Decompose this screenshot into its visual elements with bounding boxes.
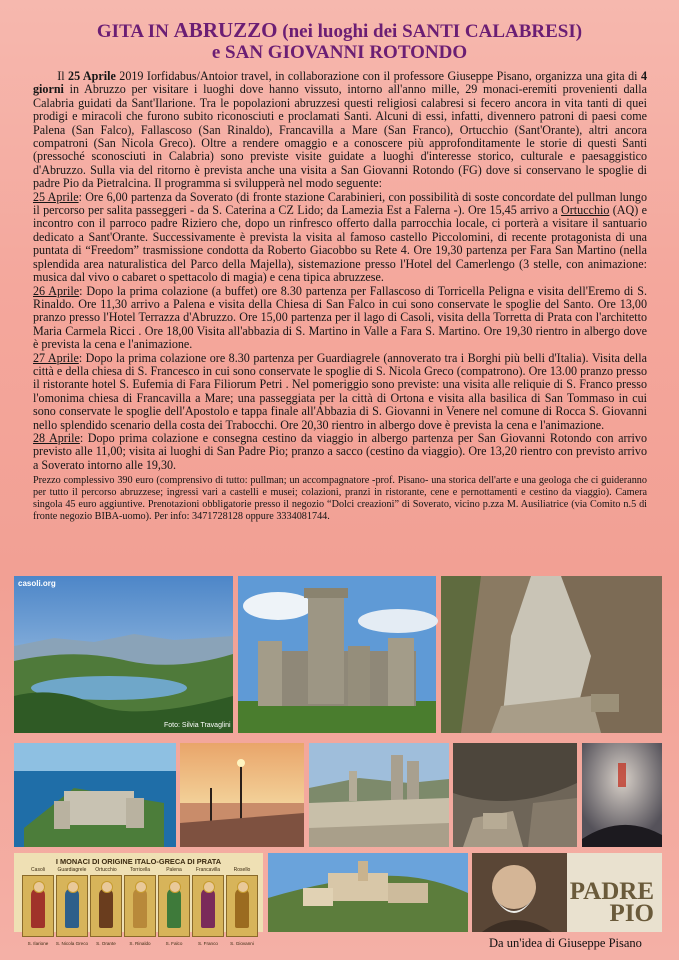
saint-figure-icon	[201, 888, 215, 928]
monks-panel	[14, 853, 263, 946]
monk-saint-name: S. Giovanni	[230, 941, 254, 946]
day-4-date: 28 Aprile	[33, 430, 80, 445]
halo-icon	[33, 881, 45, 893]
photo-hermitage-cave	[453, 743, 577, 847]
day-1-date: 25 Aprile	[33, 189, 79, 204]
day-2-date: 26 Aprile	[33, 283, 80, 298]
day-3: 27 Aprile: Dopo la prima colazione ore 8.30 partenza per Guardiagrele (annoverato tra i Borghi più belli d'Italia). Visita della città e della chiesa di S. Francesco in cui sono conservate le spoglie di S. Nicola Greco (compatrono). Ore 13.00 pranzo presso il ristorante hotel S. Eufemia di Fara Filiorum Petri . Nel pomeriggio sono previste: una visita alle reliquie di S. Franco presso l'omonima chiesa di Francavilla a Mare; una passeggiata per la città di Ortona e visita alla basilica di San Tommaso in cui sono conservate le spoglie dell'Apostolo e tappa finale all'Abbazia di S. Giovanni in Venere nel comune di Rocca S. Giovanni nello splendido scenario della costa dei Trabocchi. Ore 20,30 rientro in albergo dove è prevista la cena e l'animazione.	[33, 350, 647, 432]
title-line-2: e SAN GIOVANNI ROTONDO	[211, 42, 468, 63]
photo-padre-pio	[472, 853, 662, 932]
monk-saint-name: S. Rinaldo	[129, 941, 151, 946]
monk-place: Guardiagrele	[57, 867, 87, 873]
halo-icon	[67, 881, 79, 893]
photo-apparition	[582, 743, 662, 847]
day-2: 26 Aprile: Dopo la prima colazione (a buffet) ore 8.30 partenza per Fallascoso di Torricella Peligna e visita dell'Eremo di S. Rinaldo. Ore 11,30 arrivo a Palena e visita della Chiesa di San Falco in cui sono conservate le spoglie del Santo. Ore 13,00 pranzo presso l'Hotel Terrazza d'Abruzzo. Ore 15,00 partenza per il lago di Casoli, visita della Torretta di Prata con l'architetto Maria Carmela Ricci . Ore 18,00 Visita all'abbazia di S. Martino in Valle a Fara S. Martino. Ore 19,30 rientro in albergo dove è prevista la cena e l'animazione.	[33, 283, 647, 352]
footer-credit: Da un'idea di Giuseppe Pisano	[489, 936, 642, 950]
day-4: 28 Aprile: Dopo prima colazione e consegna cestino da viaggio in albergo partenza per San Giovanni Rotondo con arrivo previsto alle 11,00; visita ai luoghi di San Padre Pio; pranzo a sacco (cestino da viaggio). Ore 13,20 rientro con previsto arrivo a Soverato intorno alle 19,30.	[33, 430, 647, 472]
monk-saint-name: S. Falco	[165, 941, 183, 946]
monk-card	[226, 867, 258, 946]
photo-gorge	[441, 576, 662, 733]
photo-sunset-promenade	[180, 743, 304, 847]
monk-card	[55, 867, 89, 946]
intro-paragraph: Il 25 Aprile 2019 Iorfidabus/Antoior travel, in collaborazione con il professore Giuseppe Pisano, organizza una gita di 4 giorni in Abruzzo per visitare i luoghi dove hanno vissuto, intorno all'anno mille, 29 monaci-eremiti provenienti dalla Calabria guidati da Sant'Ilarione. Tra le popolazioni abruzzesi questi religiosi calabresi si fecero ancora in vita tanti di quei prodigi e miracoli che furono subito riconosciuti e proclamati Santi. Alcuni di essi, infatti, divennero patroni di paesi come Palena (San Falco), Fallascoso (San Rinaldo), Francavilla a Mare (San Franco), Ortucchio (Sant'Orante), altri ancora compatroni (San Nicola Greco). Oltre a rendere omaggio e a conoscere più approfonditamente le storie di questi Santi (pressoché sconosciuti in Calabria) sono previste visite guidate a luoghi d'interesse storico, culturale e paesaggistico d'Abruzzo. Sulla via del ritorno è prevista anche una visita a San Giovanni Rotondo (FG) dove si conservano le spoglie di padre Pio da Pietralcina. Il programma si svilupperà nel modo seguente:	[33, 69, 647, 191]
halo-icon	[203, 881, 215, 893]
monk-saint-name: S. Orante	[96, 941, 116, 946]
photo-coast-fortress	[14, 743, 176, 847]
halo-icon	[101, 881, 113, 893]
monk-saint-name: S. Ilarione	[27, 941, 49, 946]
saint-figure-icon	[65, 888, 79, 928]
saint-figure-icon	[99, 888, 113, 928]
monk-saint-name: S. Nicola Greco	[55, 941, 89, 946]
photo-credit: Foto: Silvia Travaglini	[164, 722, 231, 729]
photo-castle-piccolomini	[238, 576, 436, 733]
day-3-date: 27 Aprile	[33, 350, 79, 365]
monk-place: Francavilla	[195, 867, 221, 873]
monks-title: I MONACI DI ORIGINE ITALO-GRECA DI PRATA	[55, 857, 222, 866]
article-body	[33, 70, 647, 522]
monk-place: Palena	[166, 867, 182, 873]
day-1: 25 Aprile: Ore 6,00 partenza da Soverato (di fronte stazione Carabinieri, con possibilità di soste concordate del pullman lungo il percorso per salita passeggeri - da S. Caterina a CZ Lido; da Lamezia Est a Falerna -). Ore 15,45 arrivo a Ortucchio (AQ) e incontro con il parroco padre Riziero che, dopo un rinfresco offerto dalla parrocchia locale, ci porterà a visitare il santuario dedicato a Sant'Orante. Successivamente è prevista la visita al famoso castello Piccolomini, di recente protagonista di una puntata di “Freedom” trasmissione condotta da Roberto Giacobbo su Rete 4. Ore 19,30 partenza per Fara San Martino (nella splendida area naturalistica del Parco della Majella), sistemazione presso l'Hotel del Camerlengo (3 stelle, con animazione: musica dal vivo o cabaret o spettacolo di magia) e cena tipica abruzzese.	[33, 189, 647, 285]
padre-pio-caption: PADRE PIO	[569, 878, 654, 927]
price-info: Prezzo complessivo 390 euro (comprensivo di tutto: pullman; un accompagnatore -prof. Pisano- una storica dell'arte e una geologa che ci guideranno per tutto il percorso abruzzese; ingressi vari a castelli e musei; colazioni, pranzi in ristorante, cene e pernottamenti e cestino da viaggio). Camera singola 45 euro aggiuntive. Prenotazioni obbligatorie presso il negozio “Dolci creazioni” di Soverato, vicino p.zza M. Ausiliatrice (via Comito n.5 di fronte negozio BIBA-uomo). Per info: 3471728128 oppure 3334081744.	[33, 475, 647, 522]
photo-watermark: casoli.org	[18, 579, 56, 588]
page-title	[0, 20, 679, 63]
monk-card	[192, 867, 224, 946]
photo-lake-casoli	[14, 576, 233, 733]
halo-icon	[169, 881, 181, 893]
monk-place: Torricella	[129, 867, 150, 873]
photo-hill-town	[268, 853, 468, 932]
monk-card	[158, 867, 190, 946]
title-line-1: GITA IN ABRUZZO (nei luoghi dei SANTI CALABRESI)	[96, 18, 583, 42]
monk-saint-name: S. Franco	[198, 941, 218, 946]
monk-place: Casoli	[31, 867, 45, 873]
monk-card	[22, 867, 54, 946]
photo-village-towers	[309, 743, 449, 847]
monk-place: Rosello	[233, 867, 251, 873]
monk-card	[124, 867, 156, 946]
monk-card	[90, 867, 122, 946]
saint-figure-icon	[133, 888, 147, 928]
halo-icon	[237, 881, 249, 893]
saint-figure-icon	[167, 888, 181, 928]
saint-figure-icon	[31, 888, 45, 928]
monk-place: Ortucchio	[95, 867, 117, 873]
saint-figure-icon	[235, 888, 249, 928]
halo-icon	[135, 881, 147, 893]
